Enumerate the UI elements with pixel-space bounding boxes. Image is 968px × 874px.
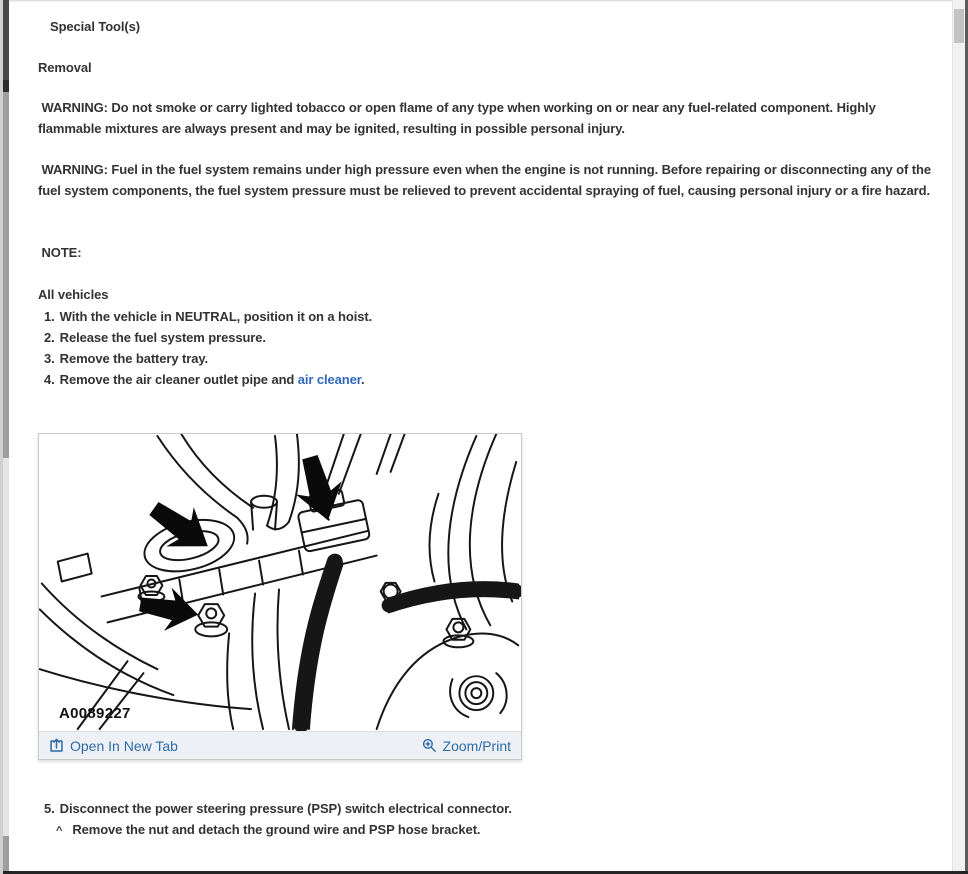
warning-paragraph: WARNING: Fuel in the fuel system remains under high pressure even when the engine is not running. Before repairing or disconnecting any of the fuel system components, the fuel system pressure must be relieved to prevent accidental spraying of fuel, causing personal injury or a fire hazard. [38, 162, 935, 198]
figure-toolbar [39, 731, 521, 759]
step-text: Release the fuel system pressure. [59, 330, 266, 345]
step-number: 2. [44, 330, 55, 345]
step-list [44, 306, 372, 390]
zoom-print-label: Zoom/Print [442, 737, 511, 754]
warning-paragraph: WARNING: Do not smoke or carry lighted tobacco or open flame of any type when working on or near any fuel-related component. Highly flammable mixtures are always present and may be ignited, resulting in possible personal injury. [38, 100, 880, 136]
scrollbar-thumb[interactable] [954, 9, 964, 43]
window-edge-segment [3, 0, 9, 80]
zoom-print-link[interactable] [422, 738, 511, 754]
step-text: Disconnect the power steering pressure (PSP) switch electrical connector. [59, 801, 512, 816]
step-text: Remove the air cleaner outlet pipe and [59, 372, 298, 387]
window-edge-strip [0, 0, 9, 874]
zoom-in-icon [422, 738, 437, 753]
step-number: 3. [44, 351, 55, 366]
air-cleaner-link[interactable]: air cleaner [297, 372, 362, 387]
step-item [44, 798, 512, 819]
window-edge-segment [3, 92, 9, 458]
note-label: NOTE: [38, 245, 82, 260]
figure-id-label: A0089227 [59, 705, 131, 722]
group-label: All vehicles [38, 287, 109, 302]
article-content [9, 0, 950, 871]
substep-text: Remove the nut and detach the ground wire and PSP hose bracket. [72, 822, 481, 837]
step-text-suffix: . [361, 372, 365, 387]
substep-item [56, 819, 480, 842]
step-item [44, 306, 372, 327]
open-in-new-tab-label: Open In New Tab [70, 737, 178, 754]
removal-heading: Removal [38, 60, 92, 75]
window-edge-segment [3, 836, 9, 874]
window-border-top [0, 0, 968, 2]
figure-box [38, 433, 522, 760]
step-item [44, 327, 372, 348]
engine-line-drawing [39, 434, 521, 731]
special-tools-heading: Special Tool(s) [50, 19, 140, 34]
open-in-new-tab-link[interactable] [49, 738, 178, 754]
step-item [44, 369, 372, 390]
window-edge-segment [3, 80, 9, 92]
figure-illustration [39, 434, 521, 731]
step-number: 5. [44, 801, 55, 816]
step-text: With the vehicle in NEUTRAL, position it on a hoist. [59, 309, 373, 324]
vertical-scrollbar[interactable] [952, 0, 965, 874]
step-number: 4. [44, 372, 55, 387]
open-in-new-tab-icon [49, 738, 64, 753]
window-edge-segment [3, 458, 9, 836]
step-item [44, 348, 372, 369]
substep-bullet: ^ [56, 825, 63, 837]
step-text: Remove the battery tray. [59, 351, 209, 366]
step-number: 1. [44, 309, 55, 324]
